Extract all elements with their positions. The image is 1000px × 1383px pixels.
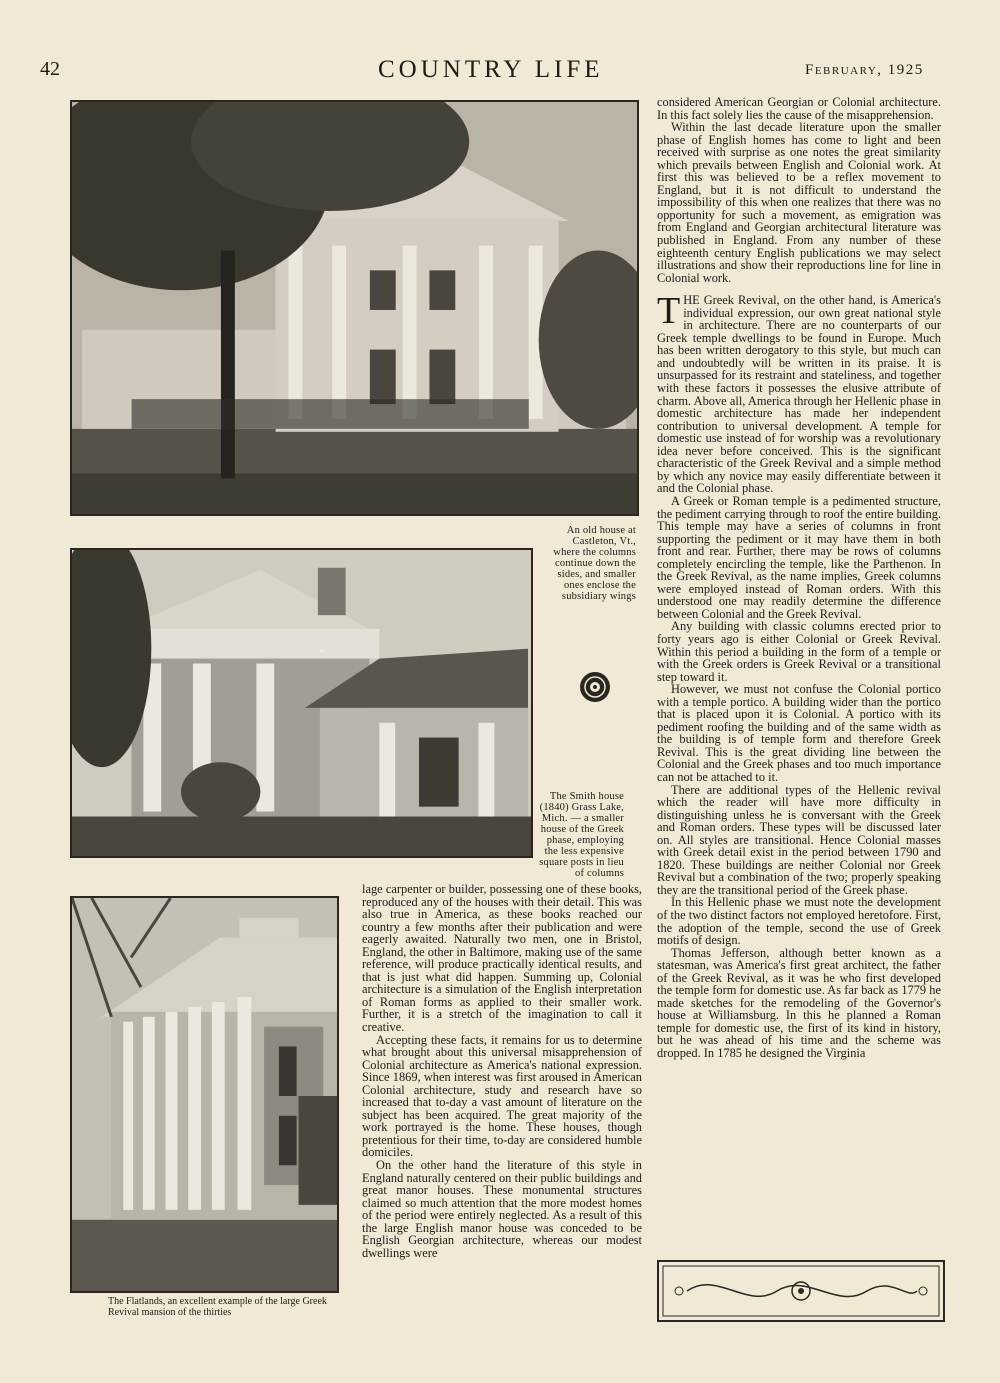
photo-smith-house xyxy=(70,548,533,858)
photo-flatlands xyxy=(70,896,339,1293)
paragraph: Thomas Jefferson, although better known as a statesman, was America's first great architect, the father of the Greek Revival, as it was he who first developed the temple form for domestic use. As far back as 1779 he made sketches for the remodeling of the Governor's house at Williamsburg. In this he planned a Roman temple for domestic use, the first of its kind in history, but he was ahead of his time and the scheme was dropped. In 1785 he designed the Virginia xyxy=(657,945,941,1061)
paragraph-dropcap: THE Greek Revival, on the other hand, is America's individual expression, our own great national style in architecture. There are no counterparts of our Greek temple dwellings to be found in Europe. Much has been written derogatory to this style, but much can and undoubtedly will be written in its praise. It is unsurpassed for its restraint and stateliness, and together with these factors it possesses the elusive attribute of charm. Above all, America through her Hellenic phase in domestic architecture has made her independent contribution to universal development. A temple for domestic use instead of for worship was a revolutionary idea never before conceived. This is the significant characteristic of the Greek Revival and a simple method by which any novice may easily differentiate between it and the Colonial phase. xyxy=(657,290,941,496)
caption-castleton: An old house at Castleton, Vt., where the columns continue down the sides, and smaller ones enclose the subsidiary wings xyxy=(553,525,636,602)
paragraph: There are additional types of the Hellenic revival which the reader will have more difficulty in distinguishing unless he is conversant with the Greek and Roman orders. These types will be discussed later on. All styles are transitional. Hence Colonial masses with Greek detail exist in the period between 1790 and 1820. These buildings are neither Colonial nor Greek Revival but a combination of the two; properly speaking they are the transitional period of the Greek phase. xyxy=(657,782,941,897)
rosette-ornament-icon xyxy=(578,670,612,704)
paragraph: Any building with classic columns erected prior to forty years ago is either Colonial or Greek Revival. Within this period a building in the form of a temple or with the Greek orders is Greek Revival or a transitional step toward it. xyxy=(657,619,941,684)
paragraph: Accepting these facts, it remains for us to determine what brought about this universal misapprehension of Colonial architecture as America's national expression. Since 1869, when interest was first aroused in American Colonial architecture, study and research have so increased that to-day a vast amount of literature on the subject has been acquired. The great majority of the work portrayed is the home. These houses, though pretentious for their time, to-day are considered humble domiciles. xyxy=(362,1032,642,1160)
photo-castleton-house xyxy=(70,100,639,516)
caption-smith-house: The Smith house (1840) Grass Lake, Mich. — a smaller house of the Greek phase, employing the less expensive square posts in lieu of columns xyxy=(539,791,624,879)
paragraph: On the other hand the literature of this style in England naturally centered on their public buildings and great manor houses. These monumental structures claimed so much attention that the more modest homes of the period were entirely neglected. As a result of this the large English manor house was conceded to be English Georgian architecture, whereas our modest dwellings were xyxy=(362,1158,642,1260)
issue-date: February, 1925 xyxy=(805,62,924,78)
drop-cap: T xyxy=(657,290,681,333)
article-column-right xyxy=(657,96,941,1060)
paragraph: lage carpenter or builder, possessing one of these books, reproduced any of the houses with their detail. This was also true in America, as these books reached our country a few months after their publication and were eagerly awaited. Naturally two men, one in Bristol, England, the other in Baltimore, making use of the same reference, will produce practically identical results, and that is just what did happen. Summing up, Colonial architecture is a simulation of the English interpretation of Roman forms as applied to their smaller work. Further, it is a stretch of the imagination to call it creative. xyxy=(362,882,642,1035)
magazine-title: COUNTRY LIFE xyxy=(378,56,604,83)
article-column-middle xyxy=(362,883,642,1259)
paragraph: A Greek or Roman temple is a pedimented structure, the pediment carrying through to roof the entire building. This temple may have a series of columns in front supporting the pediment or it may have them in both front and rear. Further, there may be rows of columns completely encircling the temple, like the Parthenon. In the Greek Revival, as the name implies, Greek columns were employed instead of Roman orders. With this understood one may readily determine the difference between Colonial and the Greek Revival. xyxy=(657,493,941,621)
paragraph: considered American Georgian or Colonial architecture. In this fact solely lies the cause of the misapprehension. xyxy=(657,95,941,122)
caption-flatlands: The Flatlands, an excellent example of the large Greek Revival mansion of the thirties xyxy=(108,1296,327,1318)
paragraph: Within the last decade literature upon the smaller phase of English homes has come to light and been received with surprise as one notes the great similarity which prevails between English and Colonial work. At first this was believed to be a reflex movement to England, but it is not difficult to understand the impossibility of this when one realizes that there was no opportunity for such a movement, as emigration was from England and Georgian architectural literature was published in England. From any number of these eighteenth century English publications we may select illustrations and show their reproductions line for line in Colonial work. xyxy=(657,120,941,285)
paragraph: However, we must not confuse the Colonial portico with a temple portico. A building wider than the portico that is placed upon it is Colonial. A portico with its pediment roofing the building and of the same width as the building is of temple form and therefore Greek Revival. This is the great dividing line between the Colonial and the Greek phases and too much importance can not be attached to it. xyxy=(657,682,941,784)
decorative-panel-ornament-icon xyxy=(657,1260,945,1322)
paragraph: In this Hellenic phase we must note the development of the two distinct factors not employed heretofore. First, the adoption of the temple, second the use of Greek motifs of design. xyxy=(657,895,941,948)
page-number: 42 xyxy=(40,58,60,80)
